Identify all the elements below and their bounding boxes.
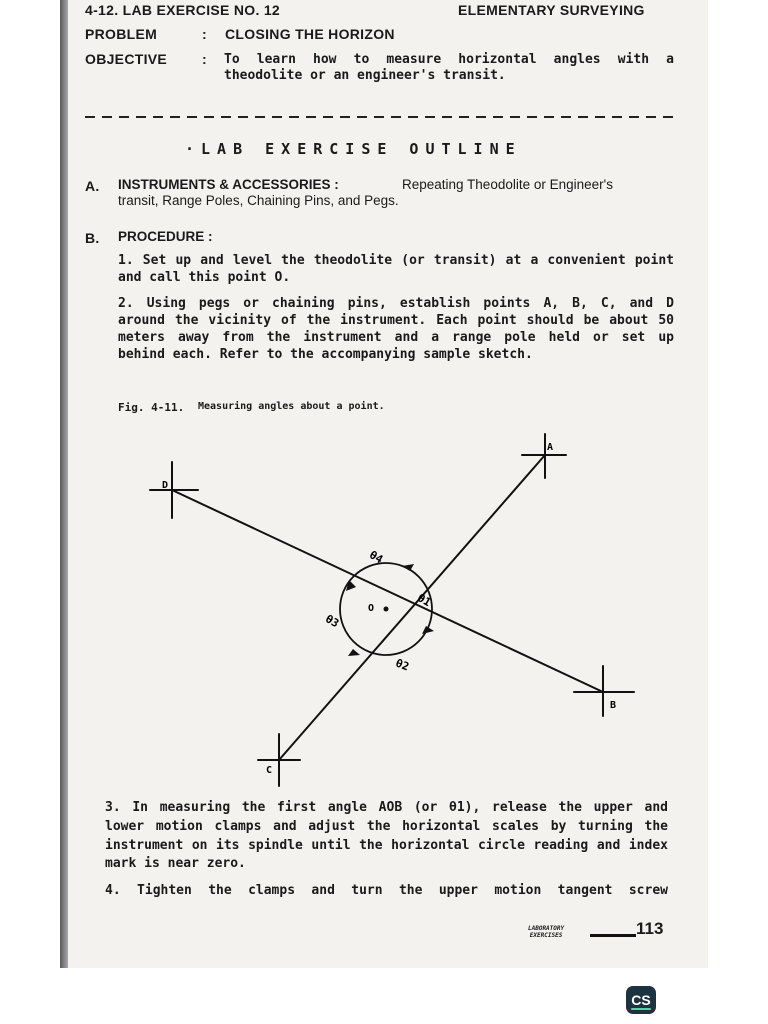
lab-exercise-number: 4-12. LAB EXERCISE NO. 12 — [85, 2, 281, 18]
step-2-line-1: 2. Using pegs or chaining pins, establish points A, B, C, and D — [118, 296, 674, 311]
point-o-label: O — [368, 603, 375, 614]
section-a-letter: A. — [85, 178, 100, 194]
step-3-line-4: mark is near zero. — [105, 856, 246, 871]
step-1-line-2: and call this point O. — [118, 270, 291, 285]
line-d-b — [172, 490, 603, 692]
step-4-line-1: 4. Tighten the clamps and turn the upper motion tangent screw — [105, 883, 668, 898]
laboratory-exercises-stamp — [528, 925, 564, 939]
point-c-label: C — [266, 765, 273, 776]
problem-colon: : — [202, 26, 207, 42]
theta-1-label: θ1 — [415, 591, 434, 610]
theta-4-label: θ4 — [367, 548, 386, 567]
stamp-line-2: EXERCISES — [529, 932, 563, 939]
objective-colon: : — [202, 51, 207, 67]
page-number: 113 — [636, 919, 664, 938]
objective-line-2: theodolite or an engineer's transit. — [224, 68, 506, 83]
section-b-heading: PROCEDURE : — [118, 229, 213, 244]
figure-caption-number: Fig. 4-11. — [118, 401, 185, 414]
step-2-line-2: around the vicinity of the instrument. Each point should be about 50 — [118, 313, 674, 328]
section-a-text-2: transit, Range Poles, Chaining Pins, and Pegs. — [118, 193, 399, 208]
point-b-label: B — [610, 700, 617, 711]
problem-value: CLOSING THE HORIZON — [225, 26, 395, 42]
step-1-line-1: 1. Set up and level the theodolite (or transit) at a convenient point — [118, 253, 674, 268]
point-d-label: D — [162, 480, 169, 491]
step-3-line-3: instrument on its spindle until the horizontal circle reading and index — [105, 838, 668, 853]
theta-2-label: θ2 — [393, 656, 411, 674]
stamp-line-1: LABORATORY — [528, 925, 565, 932]
step-3-line-1: 3. In measuring the first angle AOB (or θ1), release the upper and — [105, 800, 668, 815]
section-a-heading: INSTRUMENTS & ACCESSORIES : — [118, 177, 339, 192]
theta-3-label: θ3 — [323, 612, 342, 631]
camscanner-logo: CS — [626, 986, 656, 1014]
step-2-line-4: behind each. Refer to the accompanying sample sketch. — [118, 347, 533, 362]
figure-caption-text: Measuring angles about a point. — [198, 401, 385, 412]
objective-line-1: To learn how to measure horizontal angles with a — [224, 52, 674, 67]
line-a-c — [279, 455, 545, 760]
section-b-letter: B. — [85, 230, 100, 246]
objective-label: OBJECTIVE — [85, 51, 168, 67]
step-3-line-2: lower motion clamps and adjust the horizontal scales by turning the — [105, 819, 668, 834]
subject-title: ELEMENTARY SURVEYING — [458, 2, 645, 18]
footer-rule — [590, 934, 636, 937]
point-a-label: A — [547, 442, 554, 453]
step-2-line-3: meters away from the instrument and a range pole held or set up — [118, 330, 674, 345]
problem-label: PROBLEM — [85, 26, 158, 42]
outline-title: ·LAB EXERCISE OUTLINE — [185, 140, 522, 158]
section-a-text-1: Repeating Theodolite or Engineer's — [402, 177, 613, 192]
